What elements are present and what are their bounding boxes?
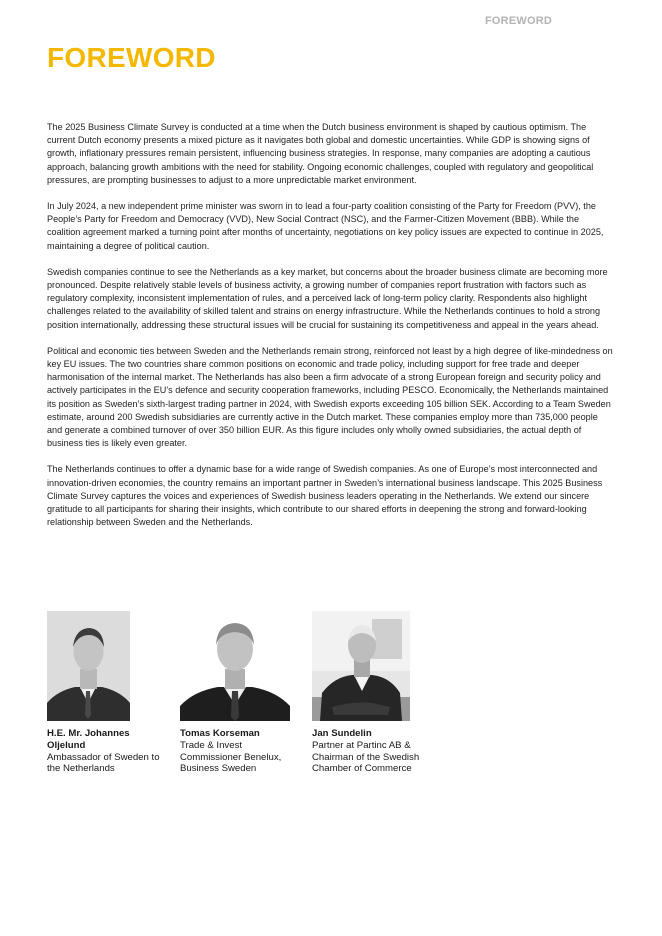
portrait-sundelin <box>312 611 410 721</box>
caption-sundelin <box>312 728 420 775</box>
signatory-role: Partner at Partinc AB & Chairman of the Swedish Chamber of Commerce <box>312 739 420 775</box>
paragraph-1: The 2025 Business Climate Survey is conducted at a time when the Dutch business environment is shaped by cautious optimism. The current Dutch economy presents a mixed picture as it navigates both global and domestic uncertainties. While GDP is showing signs of growth, inflationary pressures remain persistent, influencing business strategies. In response, many companies are adopting a cautious approach, balancing growth ambitions with the need for stability. Ongoing economic challenges, coupled with regulatory and geopolitical pressures, are prompting businesses to adjust to a more unpredictable market environment. <box>47 122 594 185</box>
signatory-name: H.E. Mr. Johannes Oljelund <box>47 728 130 751</box>
signatory-role: Trade & Invest Commissioner Benelux, Business Sweden <box>180 739 282 775</box>
signatory-role: Ambassador of Sweden to the Netherlands <box>47 751 160 775</box>
portrait-oljelund <box>47 611 130 721</box>
signatory-name: Jan Sundelin <box>312 728 372 739</box>
paragraph-2: In July 2024, a new independent prime minister was sworn in to lead a four-party coalition consisting of the Party for Freedom (PVV), the People’s Party for Freedom and Democracy (VVD), New Social Contract (NSC), and the Farmer-Citizen Movement (BBB). While the coalition agreement marked a turning point after months of uncertainty, negotiations on key policy issues are expected to continue in 2025, maintaining a degree of political caution. <box>47 201 604 251</box>
foreword-body <box>47 121 613 542</box>
running-header: FOREWORD <box>485 15 552 27</box>
caption-korseman <box>180 728 292 775</box>
paragraph-3: Swedish companies continue to see the Netherlands as a key market, but concerns about the broader business climate are becoming more pronounced. Despite relatively stable levels of business activity, a growing number of companies report frustration with factors such as regulatory complexity, inconsistent implementation of rules, and a perceived lack of long-term policy clarity. Respondents also highlight challenges related to the availability of skilled talent and strains on energy infrastructure. While the Netherlands continues to hold a strong position internationally, addressing these structural issues will be crucial for sustaining its competitiveness and appeal in the years ahead. <box>47 266 608 330</box>
paragraph-4: Political and economic ties between Sweden and the Netherlands remain strong, reinforced not least by a high degree of like-mindedness on key EU issues. The two countries share common positions on economic and trade policy, including support for free trade and deeper harmonisation of the internal market. The Netherlands has also been a firm advocate of a strong European foreign and security policy and actively participates in the EU’s defence and security cooperation frameworks, including PESCO. Economically, the Netherlands maintained its position as Sweden’s sixth-largest trading partner in 2024, with Swedish exports exceeding 105 billion SEK. According to a Team Sweden estimate, around 200 Swedish subsidiaries are currently active in the Dutch market. These companies employ more than 735,000 people and generate a combined turnover of over 350 billion EUR. As this figure includes only wholly owned subsidiaries, the actual depth of business ties is likely even greater. <box>47 345 613 449</box>
portrait-korseman <box>180 611 290 721</box>
caption-oljelund <box>47 728 162 775</box>
paragraph-5: The Netherlands continues to offer a dynamic base for a wide range of Swedish companies. As one of Europe’s most interconnected and innovation-driven economies, the country remains an important partner in Sweden’s international business landscape. This 2025 Business Climate Survey captures the voices and experiences of Swedish business leaders operating in the Netherlands. We extend our sincere gratitude to all participants for sharing their insights, which contribute to our shared efforts in deepening the strong and forward-looking relationship between Sweden and the Netherlands. <box>47 464 603 528</box>
page-title: FOREWORD <box>47 42 216 73</box>
signatory-name: Tomas Korseman <box>180 728 260 739</box>
